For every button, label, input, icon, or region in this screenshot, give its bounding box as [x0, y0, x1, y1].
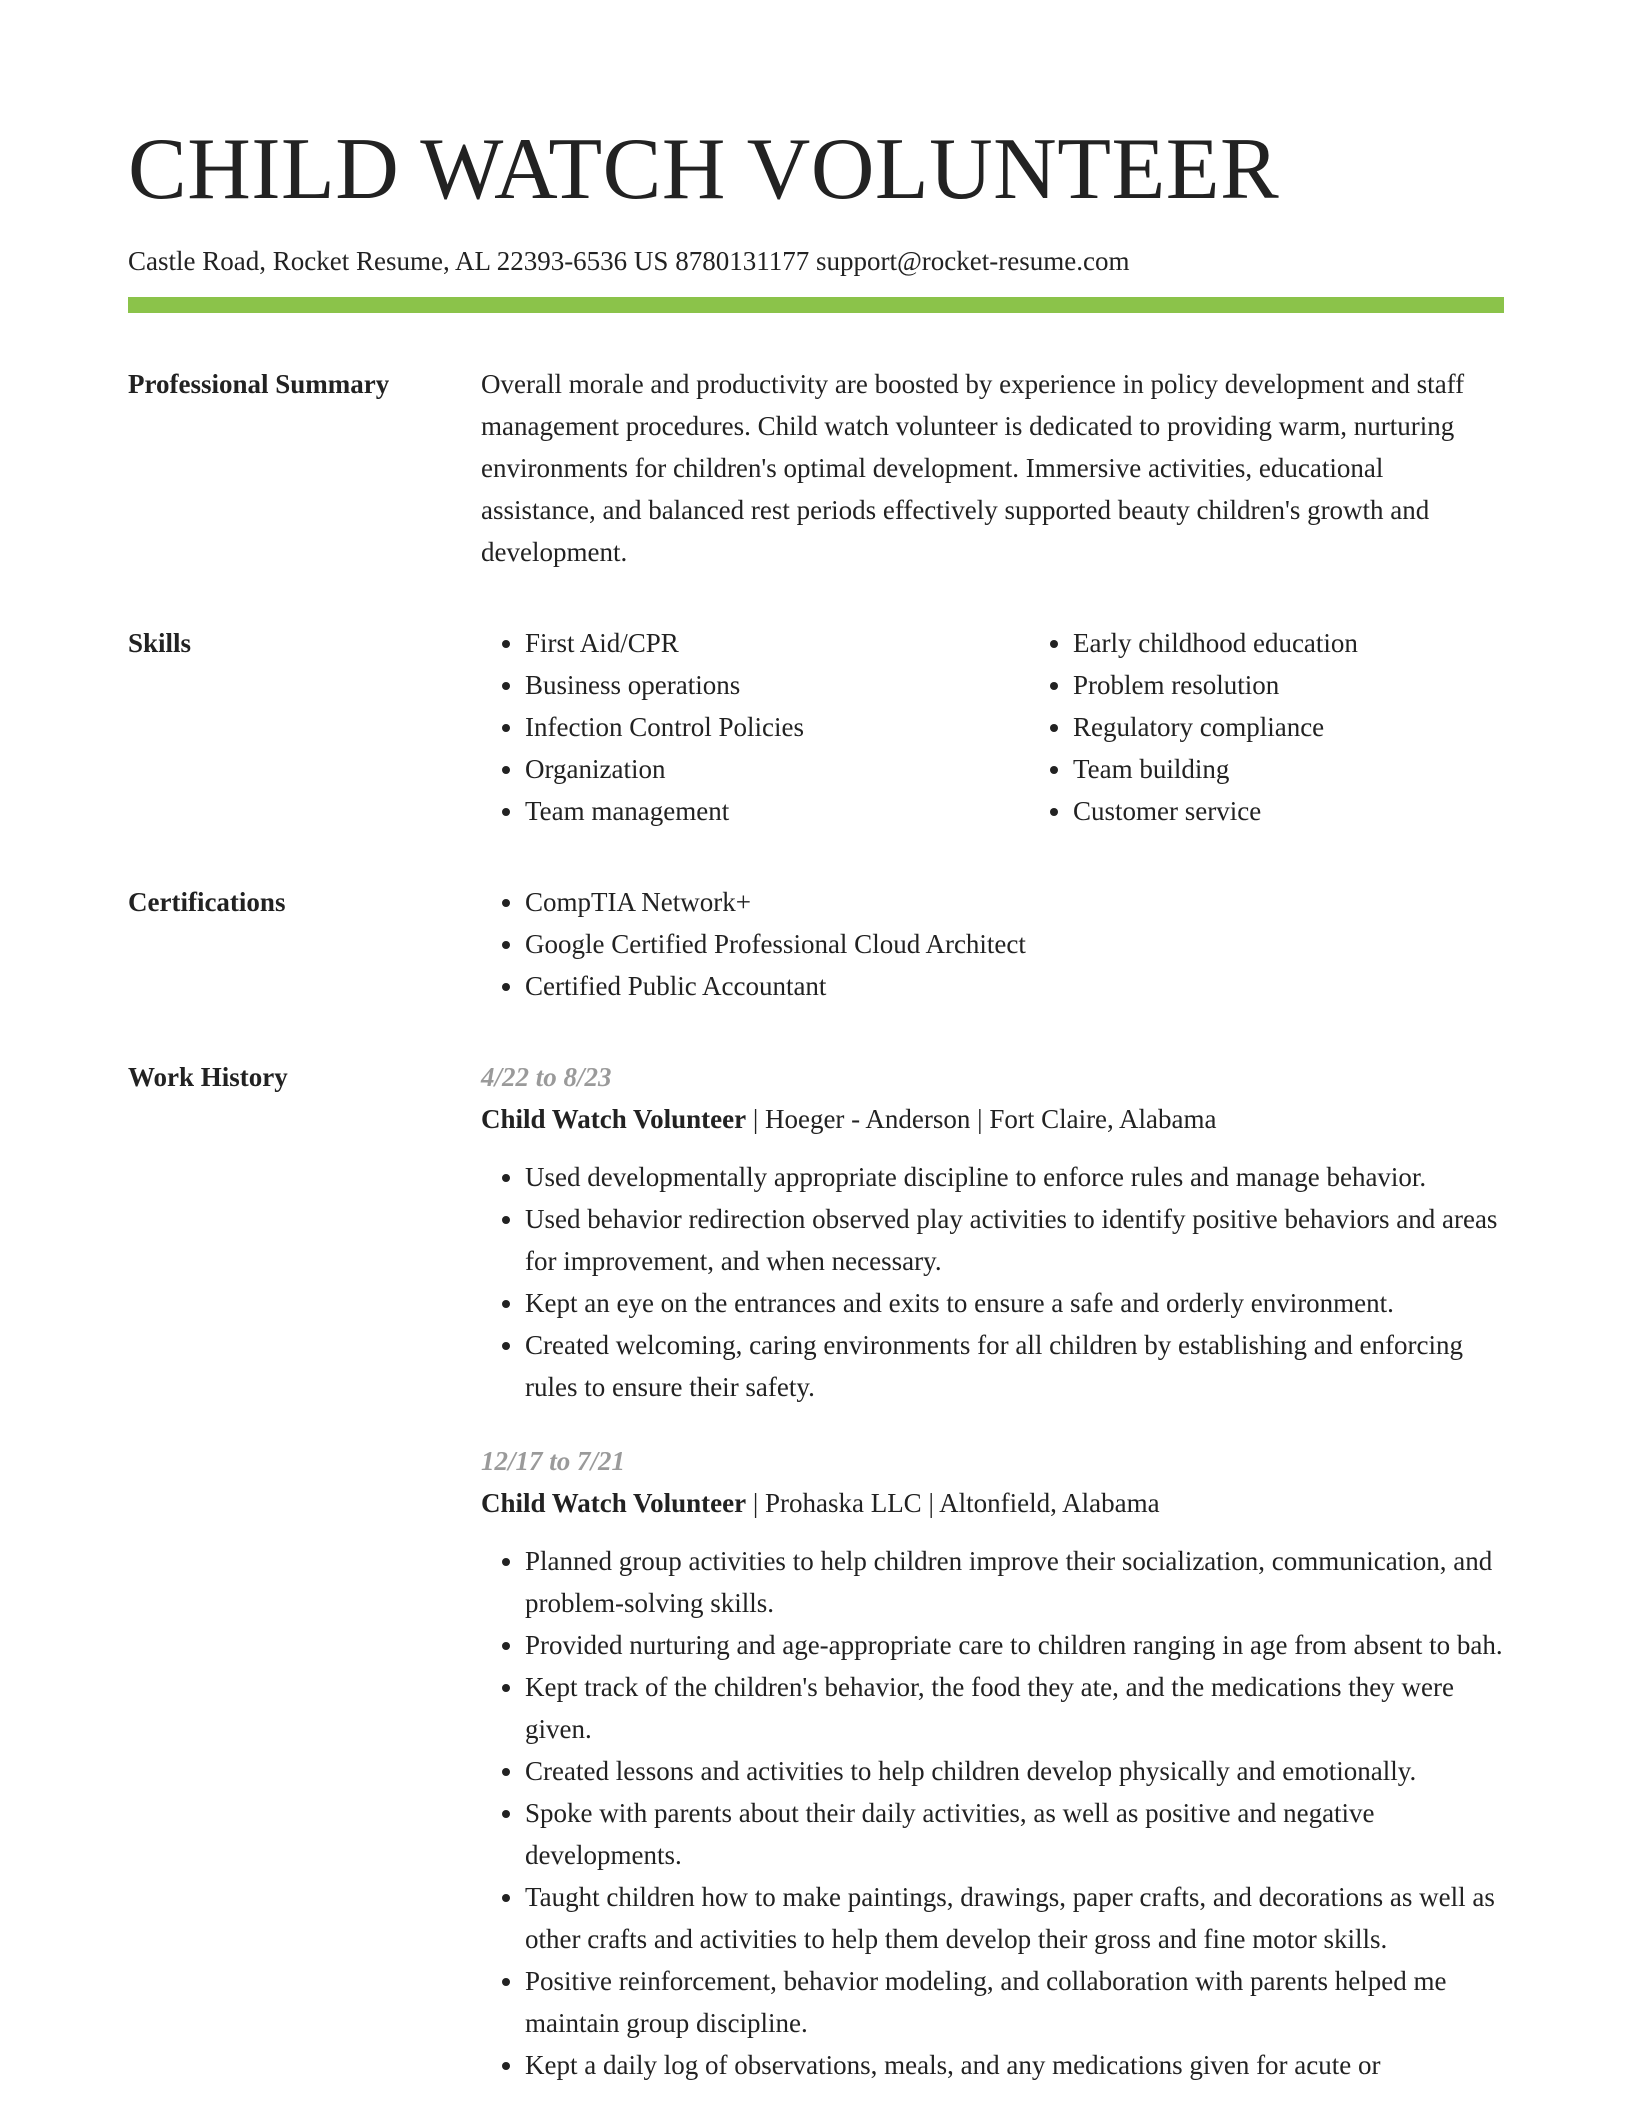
job-dates: 12/17 to 7/21 — [481, 1446, 626, 1476]
certification-item: • Google Certified Professional Cloud Architect — [525, 923, 1504, 965]
job-title-line — [481, 1482, 1504, 1524]
job-bullet: • Created welcoming, caring environments for all children by establishing and enforcing rules to ensure their safety. — [525, 1324, 1504, 1408]
skill-item: • Problem resolution — [1073, 664, 1577, 706]
job-dates: 4/22 to 8/23 — [481, 1062, 612, 1092]
skills-body — [481, 622, 1577, 832]
skill-item: • Customer service — [1073, 790, 1577, 832]
skill-item: • Organization — [525, 748, 1029, 790]
job-bullet: • Kept an eye on the entrances and exits to ensure a safe and orderly environment. — [525, 1282, 1504, 1324]
contact-info: Castle Road, Rocket Resume, AL 22393-6536 US 8780131177 support@rocket-resume.com — [128, 246, 1130, 276]
summary-section — [128, 363, 1504, 573]
skills-list-right — [1029, 622, 1577, 832]
skill-item: • Regulatory compliance — [1073, 706, 1577, 748]
job-details: | Hoeger - Anderson | Fort Claire, Alabama — [746, 1104, 1217, 1134]
certification-item: • Certified Public Accountant — [525, 965, 1504, 1007]
skills-list-left — [481, 622, 1029, 832]
skill-item: • Early childhood education — [1073, 622, 1577, 664]
summary-body — [481, 363, 1504, 573]
job-bullet: • Planned group activities to help children improve their socialization, communication, and problem-solving skills. — [525, 1540, 1504, 1624]
certifications-list — [481, 881, 1504, 1007]
work-history-section — [128, 1056, 1504, 2086]
job-bullets — [481, 1156, 1504, 1408]
job-role: Child Watch Volunteer — [481, 1104, 747, 1134]
job-bullet: • Provided nurturing and age-appropriate care to children ranging in age from absent to bah. — [525, 1624, 1504, 1666]
job-bullets — [481, 1540, 1504, 2086]
skill-item: • Team management — [525, 790, 1029, 832]
skills-section — [128, 622, 1504, 832]
section-title-summary: Professional Summary — [128, 369, 390, 399]
certifications-section — [128, 881, 1504, 1007]
job-bullet: • Kept a daily log of observations, meals, and any medications given for acute or — [525, 2044, 1504, 2086]
skill-item: • Team building — [1073, 748, 1577, 790]
accent-divider — [128, 297, 1504, 313]
job-bullet: • Created lessons and activities to help children develop physically and emotionally. — [525, 1750, 1504, 1792]
job-details: | Prohaska LLC | Altonfield, Alabama — [746, 1488, 1160, 1518]
section-title-certifications: Certifications — [128, 887, 286, 917]
job-bullet: • Taught children how to make paintings, drawings, paper crafts, and decorations as well as other crafts and activities to help them develop their gross and fine motor skills. — [525, 1876, 1504, 1960]
certifications-body — [481, 881, 1504, 1007]
section-title-work-history: Work History — [128, 1062, 288, 1092]
summary-text: Overall morale and productivity are boosted by experience in policy development and staff management procedures. Child watch volunteer is dedicated to providing warm, nurturing environments for children's optimal development. Immersive activities, educational assistance, and balanced rest periods effectively supported beauty children's growth and development. — [481, 369, 1465, 567]
job-entry — [481, 1056, 1504, 1408]
work-history-body — [481, 1056, 1504, 2086]
job-entry — [481, 1440, 1504, 2086]
skill-item: • Business operations — [525, 664, 1029, 706]
job-bullet: • Spoke with parents about their daily activities, as well as positive and negative developments. — [525, 1792, 1504, 1876]
resume-name: CHILD WATCH VOLUNTEER — [128, 121, 1280, 218]
job-bullet: • Used developmentally appropriate discipline to enforce rules and manage behavior. — [525, 1156, 1504, 1198]
certification-item: • CompTIA Network+ — [525, 881, 1504, 923]
job-title-line — [481, 1098, 1504, 1140]
section-title-skills: Skills — [128, 628, 192, 658]
job-bullet: • Positive reinforcement, behavior modeling, and collaboration with parents helped me maintain group discipline. — [525, 1960, 1504, 2044]
job-bullet: • Used behavior redirection observed play activities to identify positive behaviors and areas for improvement, and when necessary. — [525, 1198, 1504, 1282]
job-bullet: • Kept track of the children's behavior, the food they ate, and the medications they were given. — [525, 1666, 1504, 1750]
skill-item: • Infection Control Policies — [525, 706, 1029, 748]
skill-item: • First Aid/CPR — [525, 622, 1029, 664]
job-role: Child Watch Volunteer — [481, 1488, 747, 1518]
